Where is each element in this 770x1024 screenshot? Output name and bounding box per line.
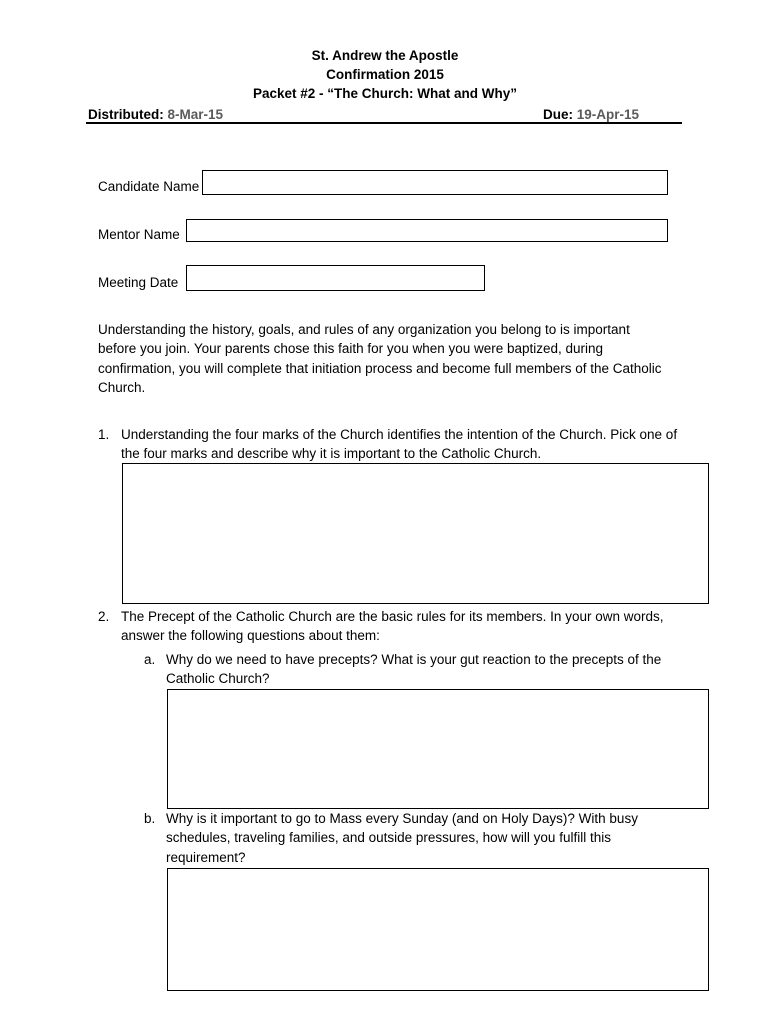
candidate-name-label: Candidate Name	[98, 179, 200, 194]
question-2b-answer-box[interactable]	[167, 868, 709, 991]
question-2-number: 2.	[98, 609, 110, 624]
question-2-text: The Precept of the Catholic Church are the basic rules for its members. In your own words, answer the following questions about them:	[121, 609, 664, 644]
header-divider	[86, 122, 682, 124]
meeting-date-input[interactable]	[186, 265, 485, 291]
program-title: Confirmation 2015	[326, 67, 444, 82]
question-2a-answer-box[interactable]	[167, 689, 709, 809]
question-1-answer-box[interactable]	[122, 463, 709, 604]
meeting-date-label: Meeting Date	[98, 275, 179, 290]
due-value: 19-Apr-15	[576, 107, 640, 122]
question-1-number: 1.	[98, 427, 110, 442]
intro-paragraph: Understanding the history, goals, and rules of any organization you belong to is important before you join. Your parents chose this faith for you when you were baptized, during confirmation, you will complete that initiation process and become full members of the Catholic Church.	[98, 322, 662, 395]
question-1-text: Understanding the four marks of the Church identifies the intention of the Church. Pick one of the four marks and describe why it is important to the Catholic Church.	[121, 427, 678, 462]
mentor-name-label: Mentor Name	[98, 227, 180, 242]
distributed-label: Distributed:	[88, 107, 164, 122]
parish-title: St. Andrew the Apostle	[311, 48, 459, 63]
mentor-name-input[interactable]	[186, 219, 668, 242]
packet-title: Packet #2 - “The Church: What and Why”	[252, 86, 518, 101]
question-2b-text: Why is it important to go to Mass every Sunday (and on Holy Days)? With busy schedules, traveling families, and outside pressures, how will you fulfill this requirement?	[166, 811, 638, 865]
candidate-name-input[interactable]	[202, 170, 668, 195]
due-label: Due:	[543, 107, 573, 122]
question-2b-letter: b.	[144, 811, 156, 826]
distributed-value: 8-Mar-15	[167, 107, 224, 122]
question-2a-letter: a.	[144, 652, 156, 667]
question-2a-text: Why do we need to have precepts? What is your gut reaction to the precepts of the Catholic Church?	[166, 652, 662, 687]
